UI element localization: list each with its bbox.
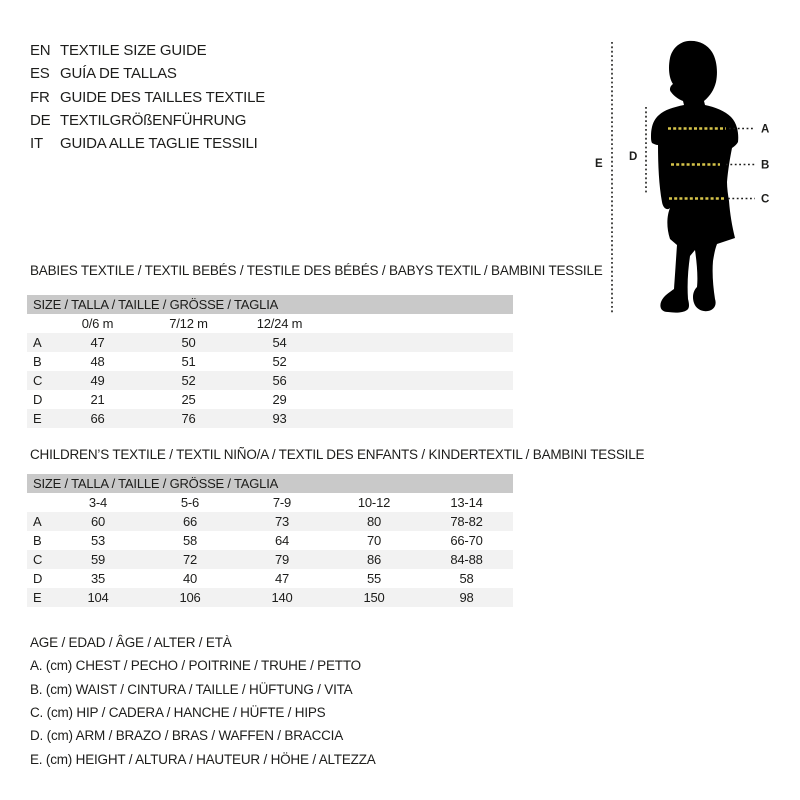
label-waist-b: B — [761, 159, 770, 172]
table-cell: 52 — [272, 354, 287, 369]
table-cell: 51 — [181, 354, 196, 369]
language-code: FR — [30, 88, 50, 106]
label-chest-a: A — [761, 123, 770, 136]
table-cell: 47 — [90, 335, 105, 350]
table-cell: 50 — [181, 335, 196, 350]
legend-line: A. (cm) CHEST / PECHO / POITRINE / TRUHE / PETTO — [30, 658, 361, 674]
row-label-cell: C — [33, 552, 43, 567]
table-row — [27, 333, 513, 352]
children-size-table — [27, 474, 513, 607]
table-row — [27, 531, 513, 550]
babies-size-table — [27, 295, 513, 428]
language-code: ES — [30, 65, 50, 83]
children-column-header-row — [27, 493, 513, 512]
table-cell: 25 — [181, 392, 196, 407]
child-silhouette — [651, 41, 738, 313]
language-code: IT — [30, 135, 43, 153]
label-hip-c: C — [761, 193, 770, 206]
column-header-cell: 5-6 — [180, 495, 200, 510]
table-cell: 52 — [181, 373, 196, 388]
table-cell: 58 — [459, 571, 474, 586]
column-header-cell: 0/6 m — [81, 316, 114, 331]
language-row — [30, 39, 265, 62]
column-header-cell: 13-14 — [450, 495, 483, 510]
children-section-title: CHILDREN’S TEXTILE / TEXTIL NIÑO/A / TEXTIL DES ENFANTS / KINDERTEXTIL / BAMBINI TESSILE — [30, 447, 645, 462]
table-cell: 53 — [90, 533, 106, 548]
table-row — [27, 569, 513, 588]
babies-size-header-bar: SIZE / TALLA / TAILLE / GRÖSSE / TAGLIA — [27, 295, 513, 314]
row-label-cell: B — [33, 354, 42, 369]
table-cell: 47 — [274, 571, 290, 586]
table-cell: 70 — [366, 533, 382, 548]
table-cell: 56 — [272, 373, 287, 388]
table-cell: 55 — [366, 571, 382, 586]
table-row — [27, 409, 513, 428]
table-cell: 64 — [274, 533, 290, 548]
row-label-cell: D — [33, 571, 43, 586]
measurement-legend — [30, 631, 376, 771]
table-row — [27, 390, 513, 409]
table-cell: 84-88 — [450, 552, 483, 567]
table-cell: 150 — [363, 590, 385, 605]
table-row — [27, 512, 513, 531]
table-cell: 86 — [366, 552, 382, 567]
table-cell: 58 — [182, 533, 198, 548]
children-size-header-bar: SIZE / TALLA / TAILLE / GRÖSSE / TAGLIA — [27, 474, 513, 493]
label-height-e: E — [595, 158, 603, 170]
language-title: GUIDA ALLE TAGLIE TESSILI — [60, 135, 258, 153]
child-silhouette-figure — [585, 25, 800, 325]
table-cell: 80 — [366, 514, 382, 529]
table-cell: 29 — [272, 392, 287, 407]
table-cell: 140 — [271, 590, 293, 605]
table-cell: 48 — [90, 354, 105, 369]
children-table-body — [27, 512, 513, 607]
table-row — [27, 588, 513, 607]
language-row — [30, 86, 265, 109]
language-title: GUIDE DES TAILLES TEXTILE — [60, 88, 266, 106]
language-title: GUÍA DE TALLAS — [60, 65, 177, 83]
table-cell: 54 — [272, 335, 287, 350]
table-cell: 66 — [182, 514, 198, 529]
language-code: EN — [30, 42, 51, 60]
column-header-cell: 10-12 — [357, 495, 391, 510]
babies-section-title: BABIES TEXTILE / TEXTIL BEBÉS / TESTILE DES BÉBÉS / BABYS TEXTIL / BAMBINI TESSILE — [30, 263, 603, 278]
language-title-block — [30, 39, 265, 155]
table-row — [27, 352, 513, 371]
table-cell: 59 — [90, 552, 106, 567]
row-label-cell: A — [33, 335, 42, 350]
legend-line: E. (cm) HEIGHT / ALTURA / HAUTEUR / HÖHE / ALTEZZA — [30, 751, 376, 767]
table-cell: 40 — [182, 571, 198, 586]
babies-column-header-row — [27, 314, 513, 333]
label-arm-d: D — [629, 151, 638, 163]
row-label-cell: E — [33, 590, 42, 605]
column-header-cell: 12/24 m — [256, 316, 303, 331]
table-cell: 98 — [459, 590, 474, 605]
column-header-cell: 3-4 — [88, 495, 108, 510]
table-cell: 78-82 — [450, 514, 483, 529]
table-cell: 66-70 — [450, 533, 483, 548]
table-row — [27, 550, 513, 569]
table-cell: 73 — [274, 514, 290, 529]
babies-table-body — [27, 333, 513, 428]
legend-line: C. (cm) HIP / CADERA / HANCHE / HÜFTE / HIPS — [30, 705, 326, 721]
table-cell: 76 — [181, 411, 196, 426]
table-row — [27, 371, 513, 390]
table-cell: 21 — [90, 392, 105, 407]
row-label-cell: C — [33, 373, 43, 388]
column-header-cell: 7-9 — [272, 495, 292, 510]
language-row — [30, 62, 265, 85]
table-cell: 93 — [272, 411, 287, 426]
language-title: TEXTILE SIZE GUIDE — [60, 42, 207, 60]
language-row — [30, 132, 265, 155]
language-title: TEXTILGRÖßENFÜHRUNG — [60, 112, 247, 130]
legend-line: AGE / EDAD / ÂGE / ALTER / ETÀ — [30, 635, 232, 651]
row-label-cell: B — [33, 533, 42, 548]
table-cell: 72 — [182, 552, 198, 567]
table-cell: 35 — [90, 571, 106, 586]
legend-line: D. (cm) ARM / BRAZO / BRAS / WAFFEN / BRACCIA — [30, 728, 344, 744]
row-label-cell: A — [33, 514, 42, 529]
language-row — [30, 109, 265, 132]
table-cell: 104 — [87, 590, 109, 605]
size-figure — [585, 25, 800, 325]
table-cell: 79 — [274, 552, 290, 567]
column-header-cell: 7/12 m — [169, 316, 208, 331]
table-cell: 49 — [90, 373, 105, 388]
table-cell: 60 — [90, 514, 106, 529]
legend-line: B. (cm) WAIST / CINTURA / TAILLE / HÜFTUNG / VITA — [30, 681, 353, 697]
row-label-cell: E — [33, 411, 42, 426]
table-cell: 66 — [90, 411, 105, 426]
language-code: DE — [30, 112, 51, 130]
row-label-cell: D — [33, 392, 43, 407]
table-cell: 106 — [179, 590, 201, 605]
